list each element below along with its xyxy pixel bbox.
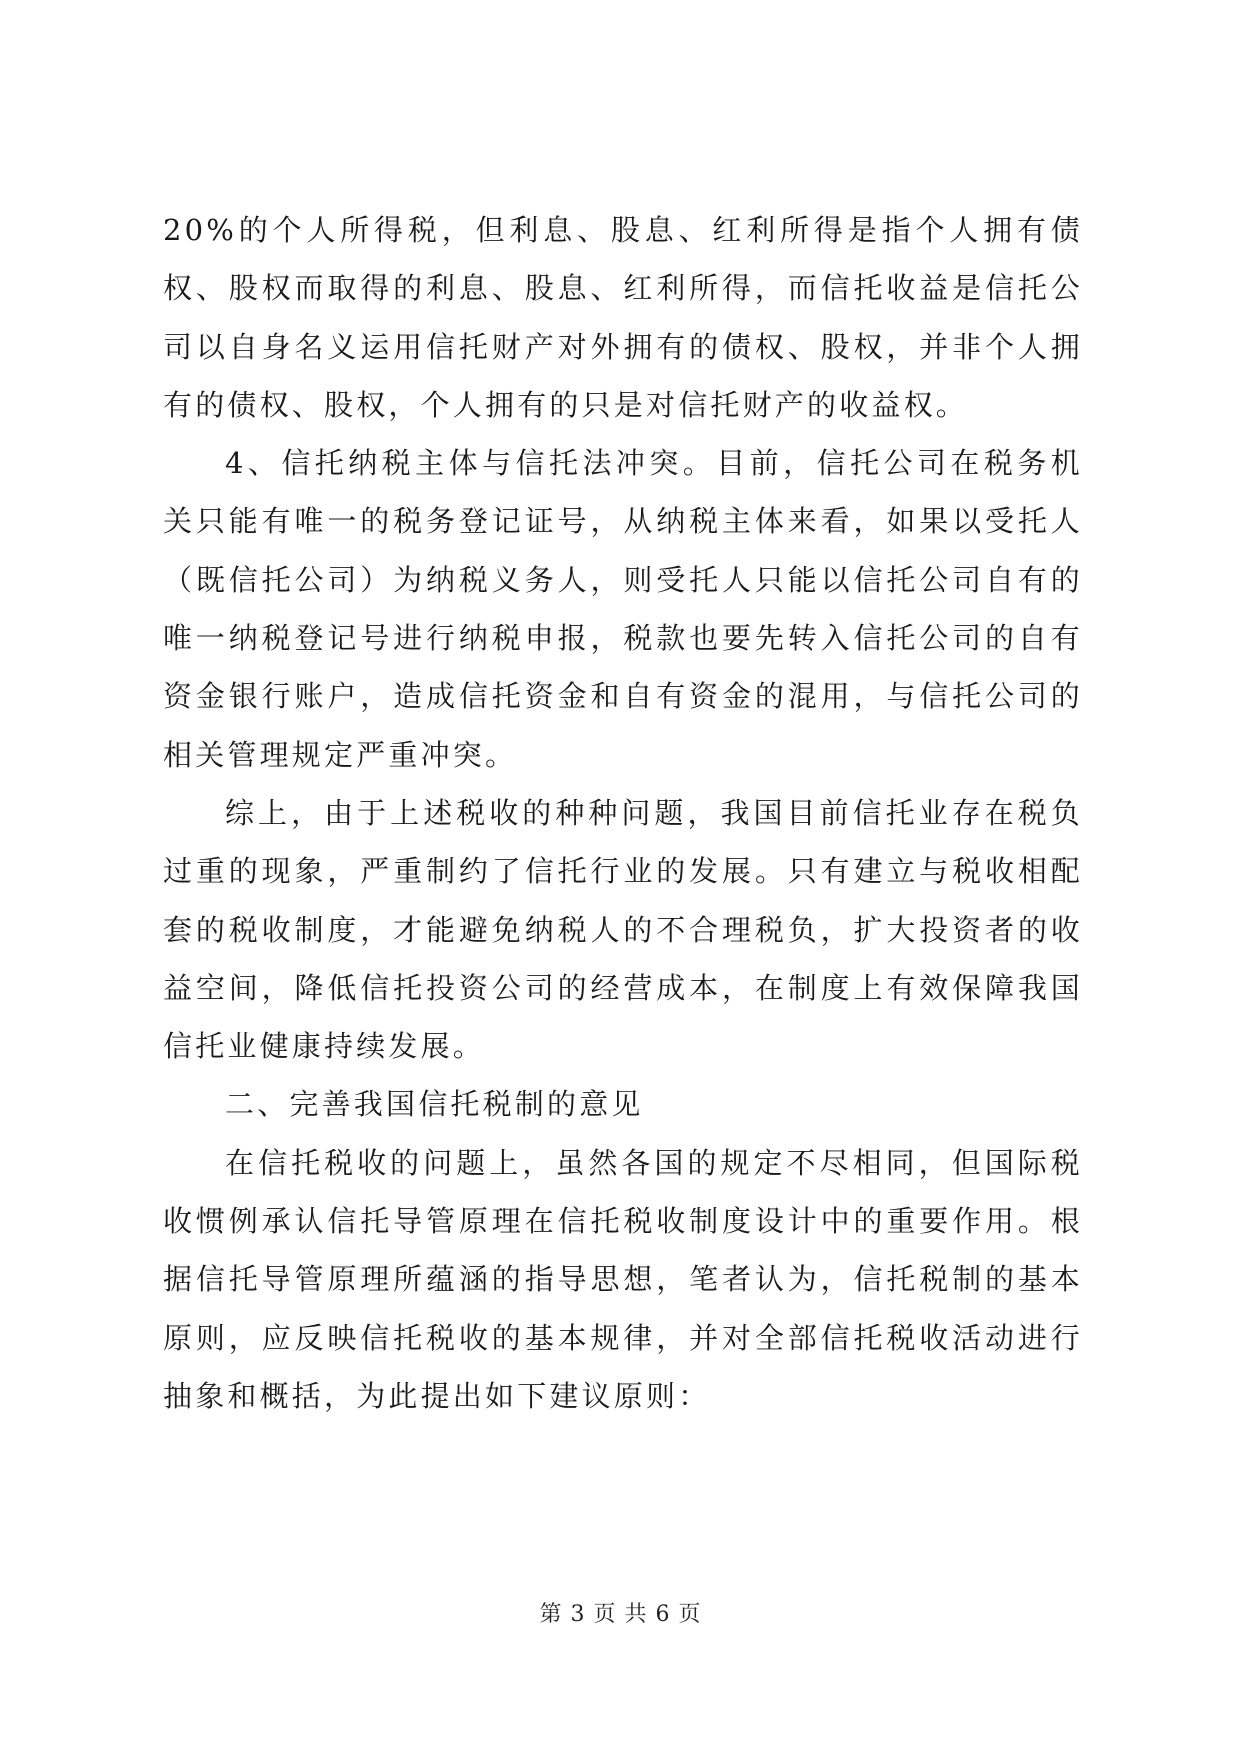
page-number-footer: 第 3 页 共 6 页 bbox=[539, 1602, 702, 1627]
section-heading: 二、完善我国信托税制的意见 bbox=[225, 1087, 644, 1122]
paragraph-summary: 综上，由于上述税收的种种问题，我国目前信托业存在税负过重的现象，严重制约了信托行业的发展。只有建立与税收相配套的税收制度，才能避免纳税人的不合理税负，扩大投资者的收益空间，降低信托投资公司的经营成本，在制度上有效保障我国信托业健康持续发展。 bbox=[163, 795, 1083, 1064]
paragraph-principles: 在信托税收的问题上，虽然各国的规定不尽相同，但国际税收惯例承认信托导管原理在信托税收制度设计中的重要作用。根据信托导管原理所蕴涵的指导思想，笔者认为，信托税制的基本原则，应反映信托税收的基本规律，并对全部信托税收活动进行抽象和概括，为此提出如下建议原则： bbox=[163, 1145, 1083, 1413]
paragraph-point-4: 4、信托纳税主体与信托法冲突。目前，信托公司在税务机关只能有唯一的税务登记证号，从纳税主体来看，如果以受托人（既信托公司）为纳税义务人，则受托人只能以信托公司自有的唯一纳税登记号进行纳税申报，税款也要先转入信托公司的自有资金银行账户，造成信托资金和自有资金的混用，与信托公司的相关管理规定严重冲突。 bbox=[163, 446, 1083, 772]
document-body bbox=[163, 201, 1083, 1425]
paragraph-continuation: 20%的个人所得税，但利息、股息、红利所得是指个人拥有债权、股权而取得的利息、股息、红利所得，而信托收益是信托公司以自身名义运用信托财产对外拥有的债权、股权，并非个人拥有的债权、股权，个人拥有的只是对信托财产的收益权。 bbox=[163, 213, 1083, 422]
